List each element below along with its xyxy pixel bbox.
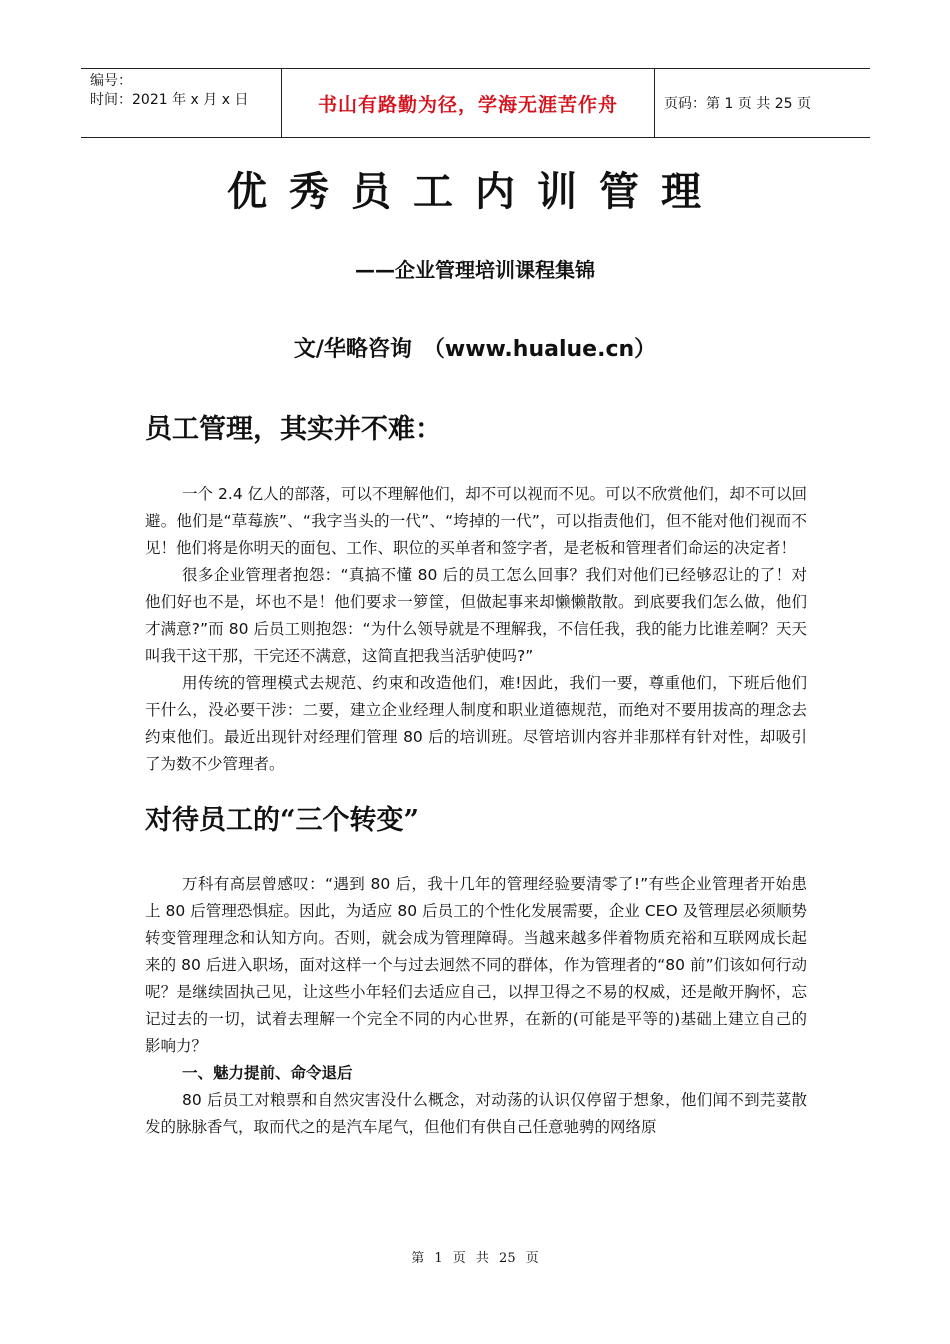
document-author: 文/华略咨询 （www.hualue.cn） (293, 337, 657, 362)
page-footer: 第 1 页 共 25 页 (411, 1251, 539, 1266)
subheading: 一、魅力提前、命令退后 (182, 1064, 353, 1082)
header-page-info: 页码：第 1 页 共 25 页 (664, 96, 811, 112)
document-title: 优秀员工内训管理 (227, 168, 723, 215)
paragraph: 用传统的管理模式去规范、约束和改造他们，难!因此，我们一要，尊重他们，下班后他们干什么，没必要干涉：二要，建立企业经理人制度和职业道德规范，而绝对不要用拔高的理念去约束他们。最近出现针对经理们管理 80 后的培训班。尽管培训内容并非那样有针对性，却吸引了为数不少管理者。 (145, 674, 807, 773)
header-meta (81, 69, 281, 137)
document-body (145, 410, 807, 1141)
number-label: 编号： (90, 73, 132, 89)
time-label: 时间：2021 年 x 月 x 日 (90, 92, 249, 108)
section-heading: 对待员工的“三个转变” (145, 805, 420, 836)
document-subtitle: ——企业管理培训课程集锦 (355, 258, 595, 282)
section-heading: 员工管理，其实并不难： (145, 414, 442, 445)
paragraph: 一个 2.4 亿人的部落，可以不理解他们，却不可以视而不见。可以不欣赏他们，却不可以回避。他们是“草莓族”、“我字当头的一代”、“垮掉的一代”，可以指责他们，但不能对他们视而不见！他们将是你明天的面包、工作、职位的买单者和签字者，是老板和管理者们命运的决定者！ (145, 485, 807, 557)
paragraph: 很多企业管理者抱怨：“真搞不懂 80 后的员工怎么回事？我们对他们已经够忍让的了！对他们好也不是，坏也不是！他们要求一箩筐，但做起事来却懒懒散散。到底要我们怎么做，他们才满意?”而 80 后员工则抱怨：“为什么领导就是不理解我，不信任我，我的能力比谁差啊？天天叫我干这干那，干完还不满意，这简直把我当活驴使吗?” (145, 566, 807, 665)
paragraph: 万科有高层曾感叹：“遇到 80 后，我十几年的管理经验要清零了!”有些企业管理者开始患上 80 后管理恐惧症。因此，为适应 80 后员工的个性化发展需要，企业 CEO 及管理层必须顺势转变管理理念和认知方向。否则，就会成为管理障碍。当越来越多伴着物质充裕和互联网成长起来的 80 后进入职场，面对这样一个与过去迥然不同的群体，作为管理者的“80 前”们该如何行动呢？是继续固执己见，让这些小年轻们去适应自己，以捍卫得之不易的权威，还是敞开胸怀，忘记过去的一切，试着去理解一个完全不同的内心世界，在新的(可能是平等的)基础上建立自己的影响力？ (145, 875, 807, 1055)
header-table (81, 68, 870, 138)
header-motto: 书山有路勤为径，学海无涯苦作舟 (281, 69, 655, 137)
paragraph: 80 后员工对粮票和自然灾害没什么概念，对动荡的认识仅停留于想象，他们闻不到芫荽散发的脉脉香气，取而代之的是汽车尾气，但他们有供自己任意驰骋的网络原 (145, 1091, 807, 1136)
